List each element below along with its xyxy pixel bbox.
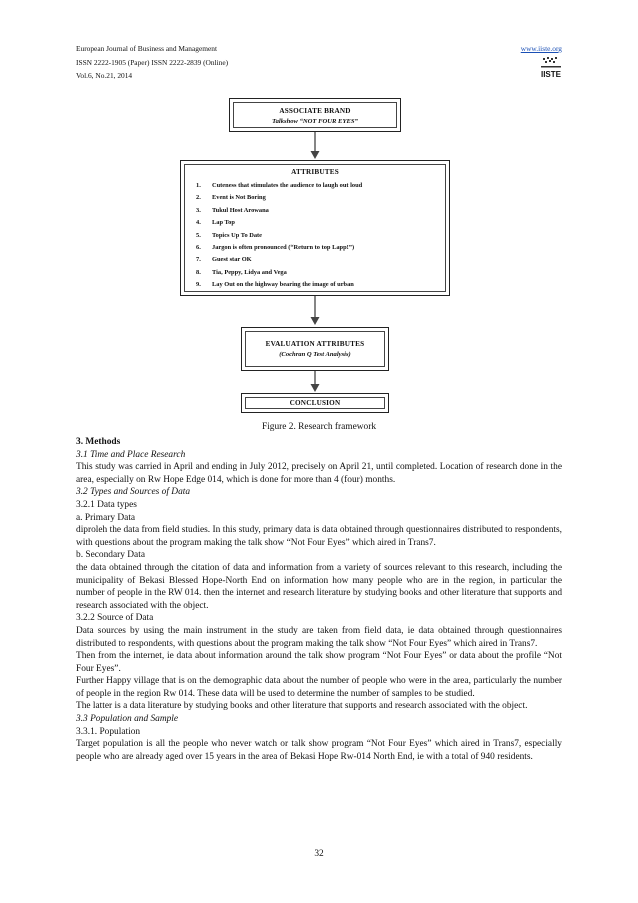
arrow-down-icon bbox=[309, 371, 321, 393]
journal-url-link[interactable]: www.iiste.org bbox=[520, 44, 562, 53]
list-label: b. Secondary Data bbox=[76, 550, 145, 561]
subsection-heading: 3.2 Types and Sources of Data bbox=[76, 487, 191, 498]
paragraph: Further Happy village that is on the demographic data about the number of people who were in the area, particularly the number of people in the region Rw 014. These data will be used to determine the number of samples to be studied. bbox=[76, 676, 562, 699]
paragraph: Data sources by using the main instrument in the study are taken from field data, ie data obtained through questionnaires distributed to respondents, with questions about the program making the talk show “Not Four Eyes” which aired in Trans7. bbox=[76, 625, 562, 649]
attribute-item: 6. Jargon is often pronounced (“Return to top Lapp!”) bbox=[196, 244, 355, 252]
subsection-heading: 3.3 Population and Sample bbox=[76, 714, 179, 725]
attribute-item: 2. Event is Not Boring bbox=[196, 194, 266, 202]
evaluation-attributes-title: EVALUATION ATTRIBUTES bbox=[265, 340, 365, 348]
conclusion-box bbox=[241, 393, 389, 413]
attributes-title: ATTRIBUTES bbox=[291, 168, 339, 176]
evaluation-attributes-box bbox=[241, 327, 389, 371]
paragraph: diproleh the data from field studies. In this study, primary data is data obtained through questionnaires distributed to respondents, with questions about the program making the talk show “Not Four Eyes” which aired in Trans7. bbox=[76, 525, 562, 548]
logo-lettering: IISTE bbox=[540, 70, 562, 79]
arrow-down-icon bbox=[309, 132, 321, 160]
subsubsection-heading: 3.3.1. Population bbox=[76, 726, 141, 737]
associate-brand-box bbox=[229, 98, 401, 132]
attribute-item: 4. Lap Top bbox=[196, 219, 235, 227]
paragraph: Then from the internet, ie data about information around the talk show program “Not Four Eyes” or data about the profile “Not Four Eyes”. bbox=[76, 651, 562, 674]
conclusion-title: CONCLUSION bbox=[289, 399, 341, 407]
research-framework-figure bbox=[0, 0, 638, 420]
attribute-item: 1. Cuteness that stimulates the audience to laugh out loud bbox=[196, 182, 363, 189]
article-body bbox=[76, 436, 562, 763]
page-number: 32 bbox=[314, 849, 324, 859]
paragraph: This study was carried in April and ending in July 2012, precisely on April 21, until completed. Location of research done in the area, especially on Rw Hope Edge 014, which is done for more than 4 (four) months. bbox=[76, 462, 562, 485]
paragraph: Target population is all the people who never watch or talk show program “Not Four Eyes” which aired in Trans7, especially people who are already aged over 15 years in the area of Bekasi Hope Rw-014 North End, ie with a total of 940 residents. bbox=[76, 739, 562, 762]
attribute-item: 5. Topics Up To Date bbox=[196, 231, 263, 239]
associate-brand-title: ASSOCIATE BRAND bbox=[279, 107, 351, 115]
volume-line: Vol.6, No.21, 2014 bbox=[76, 71, 133, 81]
associate-brand-subtitle: Talkshow “NOT FOUR EYES” bbox=[272, 118, 358, 125]
journal-title: European Journal of Business and Management bbox=[76, 44, 218, 53]
evaluation-attributes-subtitle: (Cochran Q Test Analysis) bbox=[279, 351, 351, 358]
attribute-item: 3. Tukul Host Arowana bbox=[196, 206, 269, 214]
arrow-down-icon bbox=[309, 296, 321, 326]
attributes-list bbox=[196, 180, 496, 292]
subsection-heading: 3.1 Time and Place Research bbox=[76, 449, 186, 460]
paragraph: the data obtained through the citation of data and information from a variety of sources relevant to this research, including the municipality of Bekasi Blessed Hope-North End on information how many people who are in the region, in particular the number of people in the RW 014. then the internet and research literature by studying books and other literature that supports and research associated with the object. bbox=[76, 562, 562, 611]
paragraph: The latter is a data literature by studying books and other literature that supports and research associated with the object. bbox=[76, 701, 528, 712]
list-label: a. Primary Data bbox=[76, 512, 136, 523]
figure-caption: Figure 2. Research framework bbox=[261, 422, 377, 432]
attribute-item: 8. Tia, Peppy, Lidya and Vega bbox=[196, 268, 287, 276]
section-heading: 3. Methods bbox=[76, 437, 121, 447]
subsubsection-heading: 3.2.1 Data types bbox=[76, 499, 137, 510]
attribute-item: 7. Guest star OK bbox=[196, 256, 252, 264]
issn-line: ISSN 2222-1905 (Paper) ISSN 2222-2839 (Online) bbox=[76, 57, 229, 67]
subsubsection-heading: 3.2.2 Source of Data bbox=[76, 613, 154, 624]
attribute-item: 9. Lay Out on the highway bearing the image of urban bbox=[196, 281, 354, 289]
